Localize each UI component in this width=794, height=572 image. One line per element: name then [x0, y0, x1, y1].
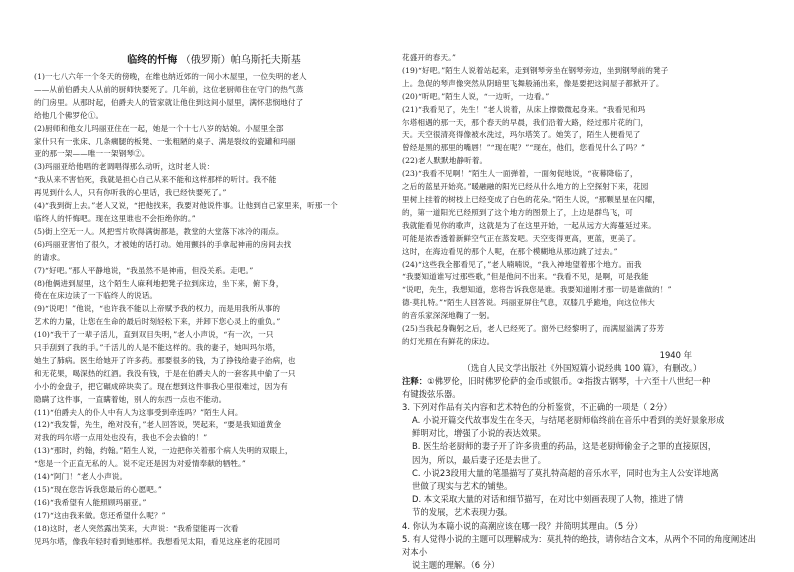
paragraph-line: 这时，在海边看见的那个人呢，在那个模糊地从那边跳了过去。” [402, 246, 618, 256]
paragraph-line: 给他几个佛罗伦①。 [34, 110, 104, 120]
author-text: （俄罗斯）帕乌斯托夫斯基 [180, 55, 301, 66]
paragraph-line: (9)“说吧！”他说，“也许我不能以上帝赋予我的权力，而是用我所从事的 [34, 304, 281, 314]
paragraph-line: (12)“我发誓，先生，绝对没有，”老人回答说，哭起来，“要是我知道黄金 [34, 420, 282, 430]
paragraph-line: 再见到什么人，只有你听我的心里话，我已经快要死了。” [34, 188, 227, 198]
paragraph-line: (21)“我看见了，先生！”老人说着，从床上撑微微起身来。“我看见和玛 [402, 104, 646, 114]
story-title [34, 54, 394, 68]
notes-label: 注释： [402, 375, 428, 386]
paragraph-line: (19)“好吧。”陌生人说着站起来，走到钢琴旁坐在钢琴旁边，坐到钢琴前的凳子 [402, 65, 669, 75]
paragraph-line: 临终人的忏悔吧。现在这里谁也不会拒绝你的。” [34, 213, 196, 223]
option-line: C. 小说23段用大量的笔墨描写了莫扎特高超的音乐水平，同时也为主人公安详地离 [412, 467, 719, 478]
option-line: A. 小说开篇交代故事发生在冬天，与结尾老厨师临终前在音乐中看到的美好景象形成 [412, 415, 725, 426]
paragraph-line: 的门房里。从那时起，伯爵夫人的管家就让他住到这间小屋里，满怀悲悯地付了 [34, 97, 304, 107]
paragraph-line: 的请求。 [34, 252, 65, 262]
paragraph-line: (4)“我到街上去。”老人又说，“把他找来，我要对他说件事。让他到自己家里来，听那一个 [34, 201, 338, 211]
paragraph-line: 的，第一道阳光已经照到了这个地方的图景上了，上边是群鸟飞，可 [402, 207, 633, 217]
paragraph-line: 家什只有一张床、几条瘸腿的板凳、一张粗陋的桌子、满是裂纹的瓷罐和玛丽 [34, 136, 296, 146]
paragraph-line: 艺术的力量，让您在生命的最后时刻轻松下来，并卸下您心灵上的重负。” [34, 317, 281, 327]
paragraph-line: (23)“我看不见啊！”陌生人一面弹着，一面匆促地说，“夜幕降临了， [402, 169, 638, 179]
option-line: 鲜明对比，增强了小说的表达效果。 [412, 428, 546, 439]
paragraph-line: (5)街上空无一人。风把雪片吹得满街都是，教堂的大堂落下冰冷的雨点。 [34, 226, 284, 236]
notes-line1: ①佛罗伦，旧时佛罗伦萨的金币或银币。②指拨古钢琴，十六至十八世纪一种 [427, 375, 711, 386]
notes-line2: 有键拨弦乐器。 [402, 388, 461, 399]
question-5: 5. 有人觉得小说的主题可以理解成为：莫扎特的绝技，请你结合文本，从两个不同的角度阐述出对本小 [402, 533, 757, 558]
right-column [402, 52, 762, 572]
paragraph-line: 的音乐家深深地鞠了一躬。 [402, 311, 495, 321]
option-line: D. 本文采取大量的对话和细节描写，在对比中刻画表现了人物，推进了情 [412, 494, 684, 505]
paragraph-line: (18)这时，老人突然露出笑来，大声说：“我希望能再一次看 [34, 523, 239, 533]
paragraph-line: 见玛尔塔，像我年轻时看到她那样。我想看见太阳，看见这座老的花园司 [34, 536, 281, 546]
paragraph-line: 曾经是黑的那里的嘴唇！”“现在呢？”“现在，他们，您看见什么了吗？” [402, 143, 646, 153]
paragraph-line: 之后的蓝星开始亮。”暖融融的阳光已经从什么地方的上空探射下来，花园 [402, 182, 649, 192]
paragraph-line: 天。天空很清亮得像被水洗过，玛尔塔笑了。她笑了，陌生人便看见了 [402, 130, 641, 140]
source-line: （选自人民文学出版社《外国短篇小说经典 100 篇》，有删改。） [462, 362, 702, 373]
paragraph-line: 的灯光照在有鲜花的床边。 [402, 336, 495, 346]
paragraph-line: 我就能看见你的歌声，这就是为了在这里开始，一起从远方大海蔓延过来。 [402, 220, 656, 230]
paragraph-line: (16)“我希望有人能照顾玛丽亚。” [34, 497, 147, 507]
paragraph-line: 倚在在床边读了一下临终人的说话。 [34, 291, 158, 301]
question-3-options [402, 414, 762, 520]
paragraph-line: (14)“阿门！”老人小声说。 [34, 472, 128, 482]
notes [402, 375, 762, 388]
paragraph-line: 隐瞒了这件事，一直瞒着她，别人的东西一点也不能动。 [34, 394, 227, 404]
left-paragraphs [34, 71, 394, 549]
paragraph-line: (11)“伯爵夫人的仆人中有人为这事受到牵连吗？”陌生人问。 [34, 407, 243, 417]
paragraph-line: 德·莫扎特。”“陌生人回答说。玛丽亚屏住气息，双膝几乎跪地，向这位伟大 [402, 298, 655, 308]
option-line: 节的发展，艺术表现力强。 [412, 507, 513, 518]
question-3: 3. 下列对作品有关内容和艺术特色的分析鉴赏，不正确的一项是（ 2分） [402, 401, 672, 412]
paragraph-line: “我要知道谁写过那些歌，”但是他问不出来。“我看不见，是啊，可是我能 [402, 272, 649, 282]
paragraph-line: (22)老人默默地静听着。 [402, 156, 488, 166]
paragraph-line: 上。急促的琴声像突然从阴暗里飞舞般涌出来，像是要把这间屋子都掀开了。 [402, 78, 664, 88]
option-line: 世做了现实与艺术的铺垫。 [412, 481, 513, 492]
paragraph-line: (25)当我起身鞠躬之后，老人已经死了。窗外已经黎明了，而满屋溢满了芬芳 [402, 324, 665, 334]
question-5-cont: 说主题的理解。（6 分） [412, 560, 500, 571]
paragraph-line: “说吧，先生，我想知道，您将告诉我您是谁。我要知道刚才那一切是谁做的！” [402, 285, 672, 295]
option-line: 因为，所以，最后妻子还是去世了。 [412, 454, 546, 465]
paragraph-line: 只手刮到了我的手。”千活儿的人是不能这样的。我的妻子，她叫玛尔塔， [34, 343, 281, 353]
paragraph-line: 可能是浓香透着新鲜空气正在蒸发吧。天空变得更高，更蓝，更美了。 [402, 233, 641, 243]
title-text: 临终的忏悔 [127, 55, 178, 66]
paragraph-line: (7)“好吧。”那人平静地说，“我虽然不是神甫，但没关系。走吧。” [34, 265, 254, 275]
paragraph-line: (3)玛丽亚给他唱的老调唱得那么动听，这时老人说： [34, 162, 215, 172]
paragraph-line: (24)“这些我全都看见了，”老人喃喃说，“我入神地望着那个地方。而我 [402, 259, 642, 269]
paragraph-line: 里树上挂着的树枝上已经变成了白色的花朵。”陌生人说，“那颗星星在闪耀， [402, 194, 661, 204]
paragraph-line: (15)“现在您告诉我您最后的心愿吧。” [34, 485, 162, 494]
paragraph-line: 花盛开的春天。” [402, 53, 457, 62]
paragraph-line: (10)“我干了一辈子活儿，直到双目失明，”老人小声说，“有一次，一只 [34, 330, 274, 340]
paragraph-line: “您是一个正直无私的人。说不定还是因为对爱情奉献的牺牲。” [34, 459, 246, 469]
right-paragraphs [402, 52, 762, 349]
paragraph-line: 对我的玛尔塔一点用处也没有，我也不会去偷的！” [34, 433, 208, 443]
option-line: B. 医生给老厨师的妻子开了许多贵重的药品，这是老厨师偷金子之罪的直接原因， [412, 441, 717, 452]
question-4: 4. 你认为本篇小说的高潮应该在哪一段？并简明其理由。（5 分） [402, 520, 643, 531]
paragraph-line: 她生了肺病。医生给她开了许多药。那要很多的钱，为了挣钱给妻子治病，也 [34, 355, 296, 365]
paragraph-line: (8)他俩进到屋里，这个陌生人麻利地把凳子拉到床边，坐下来，俯下身， [34, 278, 284, 288]
left-column [34, 54, 394, 549]
paragraph-line: “我从来不害怕死，我就是担心自己从来不能和这样那样的听讨。我不能 [34, 175, 277, 185]
paragraph-line: 小小的金盘子，把它碾成碎块卖了。现在想到这件事我心里很难过，因为有 [34, 381, 288, 391]
paragraph-line: 和无花果，喝深热的红酒。我没有钱，于是在伯爵夫人的一套客具中偷了一只 [34, 368, 296, 378]
paragraph-line: (17)“这由我来做。您还希望什么呢？” [34, 510, 166, 520]
paragraph-line: ——从前伯爵夫人从前的厨师快要死了。几年前，这位老厨师住在守门的热气蒸 [34, 84, 304, 94]
paragraph-line: 尔塔相遇的那一天，那个春天的早晨，我们沿着大路，经过那片花的门， [402, 117, 649, 127]
paragraph-line: (2)厨师和他女儿玛丽亚住在一起，她是一个十七八岁的姑娘。小屋里全部 [34, 123, 284, 133]
paragraph-line: (1)一七八六年一个冬天的傍晚，在维也纳近郊的一间小木屋里，一位失明的老人 [34, 72, 307, 81]
paragraph-line: (20)“听吧。”陌生人说，“一边听，一边看。” [402, 91, 550, 101]
source-year: 1940 年 [659, 349, 692, 360]
paragraph-line: (6)玛丽亚害怕了很久，才被她的话打动。她用颤抖的手拿起神甫的房间去找 [34, 239, 292, 249]
paragraph-line: 亚的那一架——唯一一架钢琴②。 [34, 149, 150, 159]
paragraph-line: (13)“那时，约翰，约翰。”陌生人说，一边把你关着那个病人失明的双眼上， [34, 446, 293, 456]
